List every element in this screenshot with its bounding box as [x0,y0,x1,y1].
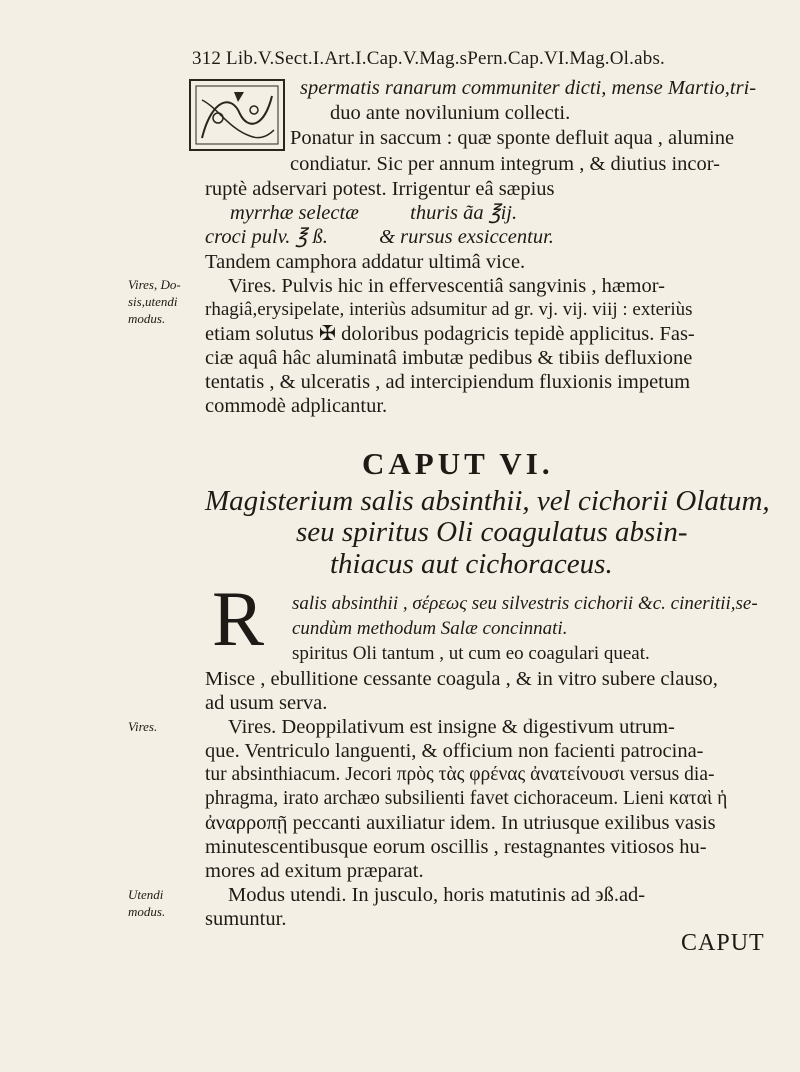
margin-note-line: modus. [128,311,166,326]
body-line-12: ciæ aquâ hâc aluminatâ imbutæ pedibus & tibiis defluxione [205,347,693,369]
body-line-10: rhagiâ,erysipelate, interiùs adsumitur ad gr. vj. vij. viij : exteriùs [205,299,693,320]
section-line-5: ad usum serva. [205,692,328,714]
body-line-11: etiam solutus ✠ doloribus podagricis tepidè applicitus. Fas- [205,323,695,345]
margin-note-line: Vires, Do- [128,277,181,292]
section-line-4: Misce , ebullitione cessante coagula , & in vitro subere clauso, [205,668,718,690]
body-line-4: condiatur. Sic per annum integrum , & diutius incor- [290,153,721,175]
section-line-11: minutescentibusque eorum oscillis , restagnantes vitiosos hu- [205,836,707,858]
section-line-7: que. Ventriculo languenti, & officium non facienti patrocina- [205,740,704,762]
section-line-10: ἀναρροπῇ peccanti auxiliatur idem. In utriusque exilibus vasis [205,812,716,834]
section-line-2: cundùm methodum Salæ concinnati. [292,618,568,639]
running-header: 312 Lib.V.Sect.I.Art.I.Cap.V.Mag.sPern.Cap.VI.Mag.Ol.abs. [192,48,665,69]
section-line-8: tur absinthiacum. Jecori πρὸς τὰς φρένας ἀνατείνουσι versus dia- [205,764,715,785]
body-line-14: commodè adplicantur. [205,395,388,417]
section-line-12: mores ad exitum præparat. [205,860,424,882]
section-line-9: phragma, irato archæo subsilienti favet cichoraceum. Lieni καταὶ ἡ [205,788,728,809]
body-line-3: Ponatur in saccum : quæ sponte defluit aqua , alumine [290,127,735,149]
decorative-initial-block-icon [188,78,286,152]
margin-note-utendi-modus [128,886,190,920]
section-line-13: Modus utendi. In jusculo, horis matutinis ad ϶ß.ad- [228,884,646,906]
margin-note-line: modus. [128,904,166,919]
body-line-5: ruptè adservari potest. Irrigentur eâ sæpius [205,178,555,200]
body-line-13: tentatis , & ulceratis , ad intercipiendum fluxionis impetum [205,371,691,393]
chapter-title-line-3: thiacus aut cichoraceus. [330,548,613,580]
margin-note-line: Utendi [128,887,164,902]
section-line-6: Vires. Deoppilativum est insigne & digestivum utrum- [228,716,675,738]
margin-note-line: sis,utendi [128,294,178,309]
chapter-title-line-2: seu spiritus Oli coagulatus absin- [296,516,688,548]
body-line-2: duo ante novilunium collecti. [330,102,571,124]
margin-note-vires: Vires. [128,719,158,734]
margin-note-vires-dosis [128,276,190,327]
body-line-8: Tandem camphora addatur ultimâ vice. [205,251,526,273]
body-line-9: Vires. Pulvis hic in effervescentiâ sangvinis , hæmor- [228,275,665,297]
body-line-6: myrrhæ selectæ thuris ãa ℥ij. [230,202,518,224]
chapter-heading: CAPUT VI. [362,446,554,481]
section-line-14: sumuntur. [205,908,287,930]
catchword: CAPUT [681,930,765,956]
chapter-title-line-1: Magisterium salis absinthii, vel cichorii Olatum, [205,485,770,517]
section-line-1: salis absinthii , σέρεως seu silvestris cichorii &c. cineritii,se- [292,593,758,614]
section-line-3: spiritus Oli tantum , ut cum eo coagulari queat. [292,643,650,664]
body-line-1: spermatis ranarum communiter dicti, mense Martio,tri- [300,77,757,99]
body-line-7: croci pulv. ℥ ß. & rursus exsiccentur. [205,226,554,248]
drop-cap: R [212,575,265,662]
